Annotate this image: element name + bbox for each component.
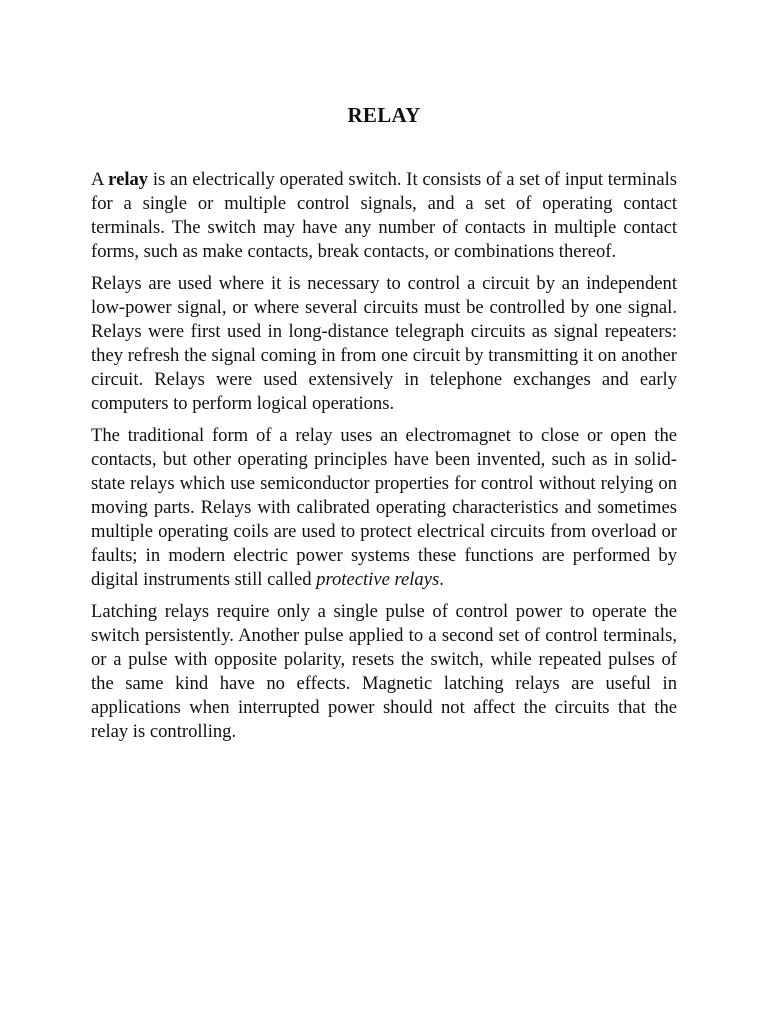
document-title: RELAY: [347, 103, 421, 127]
italic-term-protective-relays: protective relays: [316, 569, 440, 590]
text-run: Latching relays require only a single pulse of control power to operate the switch persistently. Another pulse applied to a second set of control terminals, or a pulse with opposite polarity, resets the switch, while repeated pulses of the same kind have no effects. Magnetic latching relays are useful in applications when interrupted power should not affect the circuits that the relay is controlling.: [91, 601, 677, 742]
paragraph-4: [91, 600, 677, 744]
text-run: is an electrically operated switch. It consists of a set of input terminals for a single or multiple control signals, and a set of operating contact terminals. The switch may have any number of contacts in multiple contact forms, such as make contacts, break contacts, or combinations thereof.: [91, 169, 677, 262]
text-run: Relays are used where it is necessary to control a circuit by an independent low-power signal, or where several circuits must be controlled by one signal. Relays were first used in long-distance telegraph circuits as signal repeaters: they refresh the signal coming in from one circuit by transmitting it on another circuit. Relays were used extensively in telephone exchanges and early computers to perform logical operations.: [91, 273, 677, 414]
text-run: .: [439, 569, 444, 590]
bold-term-relay: relay: [108, 169, 149, 190]
document-body: [91, 168, 677, 752]
text-run: A: [91, 169, 109, 190]
text-run: The traditional form of a relay uses an electromagnet to close or open the contacts, but other operating principles have been invented, such as in solid-state relays which use semiconductor properties for control without relying on moving parts. Relays with calibrated operating characteristics and sometimes multiple operating coils are used to protect electrical circuits from overload or faults; in modern electric power systems these functions are performed by digital instruments still called: [91, 425, 677, 590]
paragraph-3: [91, 424, 677, 592]
paragraph-2: [91, 272, 677, 416]
paragraph-1: [91, 168, 677, 264]
